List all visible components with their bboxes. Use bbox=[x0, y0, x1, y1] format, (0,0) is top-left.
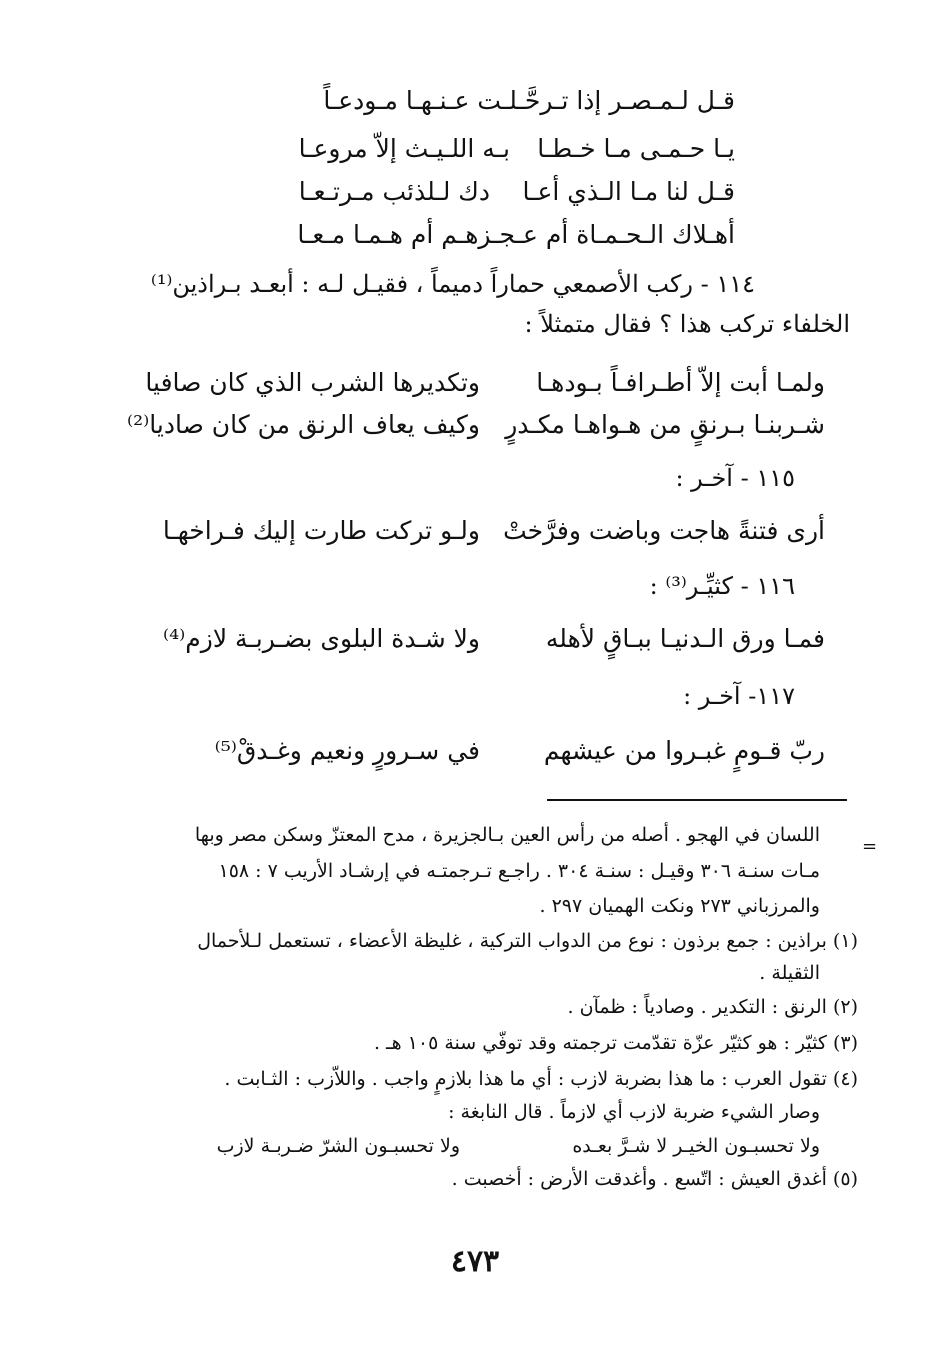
footnote-rule bbox=[547, 799, 847, 801]
entry-117-heading: ١١٧- آخـر : bbox=[683, 682, 795, 710]
verse-117-right: ربّ قـومٍ غبـروا من عيشهم bbox=[543, 736, 825, 765]
footnote-5: (٥) أغدق العيش : اتّسع . وأغدقت الأرض : أخصبت . bbox=[451, 1168, 858, 1190]
footnote-1-line-2: الثقيلة . bbox=[759, 962, 820, 984]
verse-114-2-left: وكيف يعاف الرنق من كان صاديا⁽²⁾ bbox=[126, 410, 480, 439]
footnote-4-verse-right: ولا تحسبـون الخيـر لا شـرَّ بعـده bbox=[572, 1135, 820, 1157]
footnote-cont-line-1: اللسان في الهجو . أصله من رأس العين بـالجزيرة ، مدح المعتزّ وسكن مصر وبها bbox=[194, 824, 820, 846]
footnote-cont-line-2: مـات سنـة ٣٠٦ وقيـل : سنـة ٣٠٤ . راجـع تـرجمتـه في إرشـاد الأريب ٧ : ١٥٨ bbox=[218, 860, 820, 882]
footnote-continuation-mark: = bbox=[862, 836, 878, 857]
entry-116-heading: ١١٦ - كثيِّـر⁽³⁾ : bbox=[649, 572, 795, 600]
poem-line-2-right: يـا حـمـى مـا خـطـا bbox=[537, 134, 735, 163]
verse-114-1-left: وتكديرها الشرب الذي كان صافيا bbox=[145, 368, 480, 397]
poem-line-3-right: قـل لنا مـا الـذي أعـا bbox=[522, 177, 735, 206]
page-number: ٤٧٣ bbox=[450, 1244, 500, 1279]
entry-114-line-2: الخلفاء تركب هذا ؟ فقال متمثلاً : bbox=[524, 310, 850, 338]
footnote-4-verse-left: ولا تحسبـون الشرّ ضـربـة لازب bbox=[216, 1135, 460, 1157]
verse-114-2-right: شـربنـا بـرنقٍ من هـواهـا مكـدرٍ bbox=[505, 410, 825, 439]
poem-line-2-left: بـه اللـيـث إلاّ مروعـا bbox=[298, 134, 510, 163]
footnote-1-line-1: (١) براذين : جمع برذون : نوع من الدواب التركية ، غليظة الأعضاء ، تستعمل لـلأحمال bbox=[197, 930, 858, 952]
footnote-3: (٣) كثيّر : هو كثيّر عزّة تقدّمت ترجمته وقد توفّي سنة ١٠٥ هـ . bbox=[373, 1032, 858, 1054]
footnote-4-line-2: وصار الشيء ضربة لازب أي لازماً . قال النابغة : bbox=[448, 1101, 820, 1123]
verse-117-left: في سـرورٍ ونعيم وغـدقْ⁽⁵⁾ bbox=[214, 736, 480, 765]
poem-line-3-left: دك لـلذئب مـرتـعـا bbox=[298, 177, 490, 206]
footnote-4-line-1: (٤) تقول العرب : ما هذا بضربة لازب : أي ما هذا بلازمٍ واجب . واللاّزب : الثـابت . bbox=[224, 1068, 858, 1090]
verse-114-1-right: ولمـا أبت إلاّ أطـرافـاً بـودهـا bbox=[536, 368, 825, 397]
verse-116-right: فمـا ورق الـدنيـا ببـاقٍ لأهله bbox=[545, 624, 825, 653]
entry-115-heading: ١١٥ - آخـر : bbox=[675, 464, 795, 492]
footnote-cont-line-3: والمرزباني ٢٧٣ ونكت الهميان ٢٩٧ . bbox=[539, 895, 820, 917]
verse-116-left: ولا شـدة البلوى بضـربـة لازم⁽⁴⁾ bbox=[162, 624, 480, 653]
poem-line-1: قـل لـمـصـر إذا تـرحَّـلـت عـنـهـا مـودعـاً bbox=[323, 86, 735, 115]
footnote-2: (٢) الرنق : التكدير . وصادياً : ظمآن . bbox=[567, 996, 858, 1018]
entry-114-line-1: ١١٤ - ركب الأصمعي حماراً دميماً ، فقيـل لـه : أبعـد بـراذين⁽¹⁾ bbox=[150, 270, 755, 298]
verse-115-left: ولـو تركت طارت إليك فـراخهـا bbox=[162, 516, 480, 545]
poem-line-4: أهـلاك الـحـمـاة أم عـجـزهـم أم هـمـا مـعـا bbox=[297, 220, 735, 249]
verse-115-right: أرى فتنةً هاجت وباضت وفرَّختْ bbox=[503, 516, 825, 545]
